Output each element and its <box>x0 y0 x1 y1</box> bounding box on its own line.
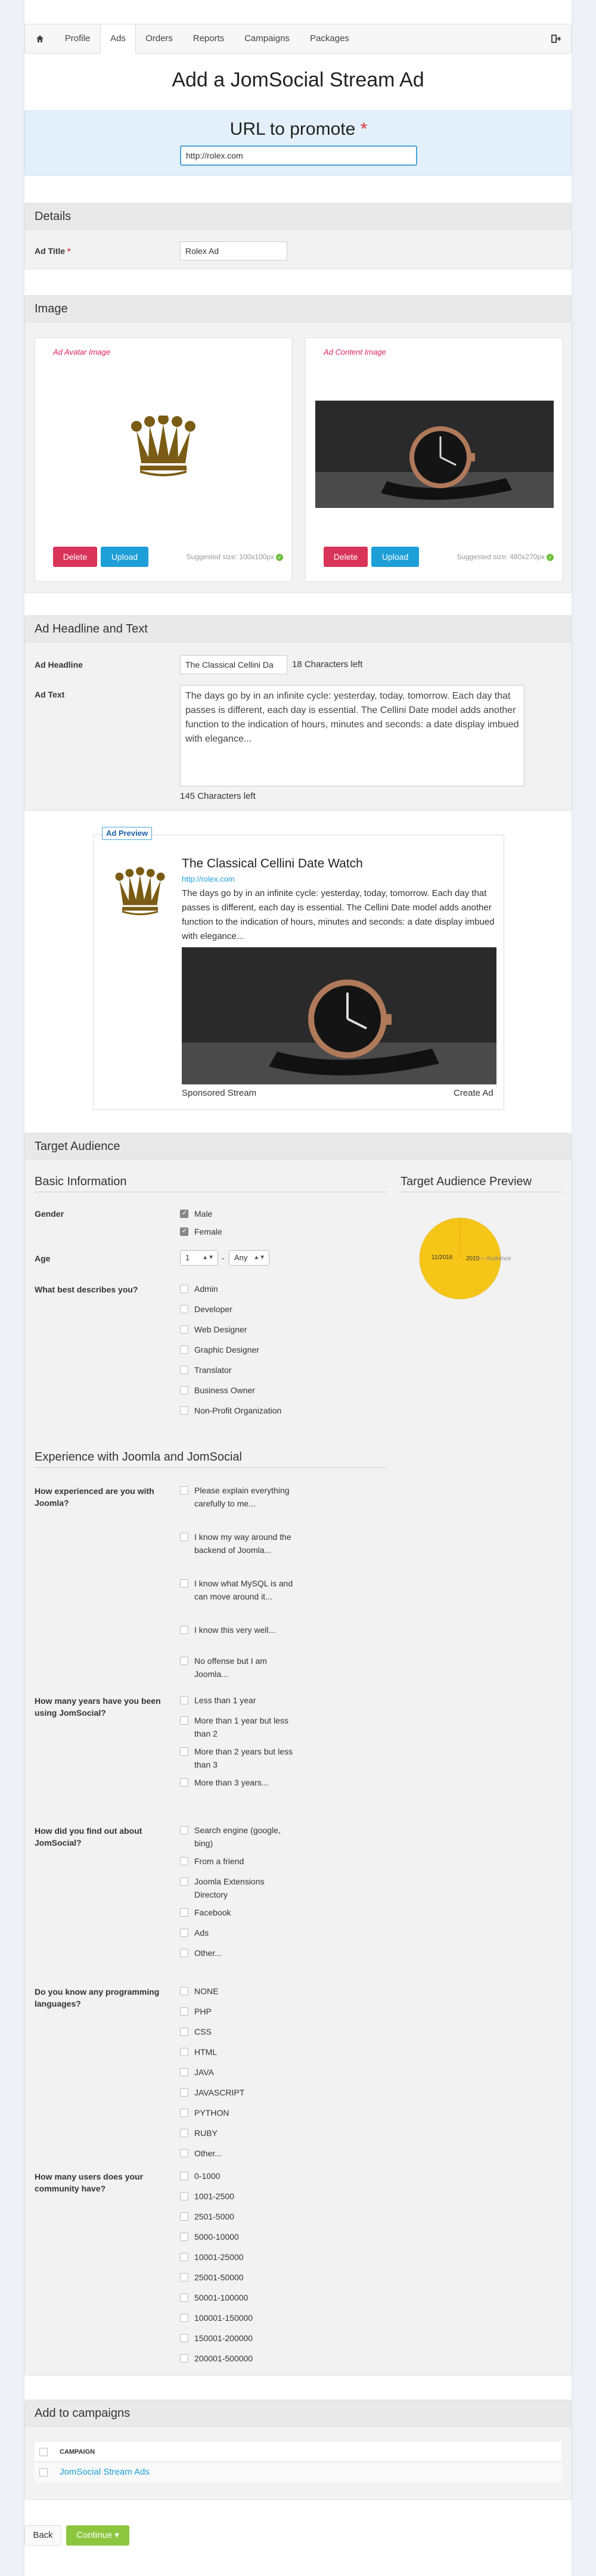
years-using-option: More than 2 years but less than 3 <box>194 1747 293 1769</box>
found-out-option: Search engine (google, bing) <box>194 1825 281 1848</box>
community-size-option: 2501-5000 <box>194 2212 234 2221</box>
ad-title-input[interactable] <box>180 241 287 261</box>
preview-crown-logo <box>110 864 170 923</box>
years-using-checkbox[interactable] <box>180 1747 188 1756</box>
joomla-experience-option: Please explain everything carefully to me... <box>194 1486 290 1508</box>
describe-option: Admin <box>194 1284 218 1294</box>
programming-language-option: PYTHON <box>194 2108 229 2118</box>
joomla-experience-checkbox[interactable] <box>180 1626 188 1634</box>
programming-language-option: RUBY <box>194 2128 218 2138</box>
nav-packages[interactable]: Packages <box>310 33 349 44</box>
pie-label-11-2016: 11/2016 <box>432 1254 453 1261</box>
joomla-experience-option: I know what MySQL is and can move around it... <box>194 1579 293 1601</box>
headline-panel <box>24 615 572 811</box>
gender-female-checkbox[interactable] <box>180 1227 188 1236</box>
q-users-label: How many users does your community have? <box>35 2172 144 2193</box>
avatar-image-card <box>35 337 292 582</box>
pie-legend: Audience <box>486 1256 511 1262</box>
joomla-experience-checkbox[interactable] <box>180 1533 188 1541</box>
ad-title-label: Ad Title * <box>35 246 71 256</box>
found-out-checkbox[interactable] <box>180 1877 188 1886</box>
programming-language-option: Other... <box>194 2149 222 2158</box>
experience-title: Experience with Joomla and JomSocial <box>35 1450 242 1464</box>
content-image-title: Ad Content Image <box>324 348 386 357</box>
gender-male-checkbox[interactable] <box>180 1210 188 1218</box>
community-size-checkbox[interactable] <box>180 2314 188 2322</box>
avatar-upload-button[interactable]: Upload <box>101 547 148 567</box>
found-out-checkbox[interactable] <box>180 1908 188 1917</box>
programming-language-option: JAVA <box>194 2067 214 2077</box>
target-panel <box>24 1133 572 2376</box>
programming-language-checkbox[interactable] <box>180 2007 188 2016</box>
campaign-header-row <box>35 2442 561 2462</box>
headline-counter: 18 Characters left <box>292 659 363 669</box>
audience-pie-chart <box>401 1199 567 1306</box>
found-out-checkbox[interactable] <box>180 1857 188 1865</box>
top-nav <box>24 24 572 54</box>
content-suggested-size: Suggested size: 480x270px ✓ <box>457 553 554 561</box>
content-delete-button[interactable]: Delete <box>324 547 368 567</box>
found-out-option: From a friend <box>194 1856 244 1866</box>
programming-language-checkbox[interactable] <box>180 1987 188 1995</box>
headline-heading: Ad Headline and Text <box>25 616 571 642</box>
programming-language-checkbox[interactable] <box>180 2149 188 2157</box>
avatar-suggested-size: Suggested size: 100x100px ✓ <box>187 553 283 561</box>
url-section <box>24 110 572 176</box>
years-using-option: More than 3 years... <box>194 1778 269 1787</box>
gender-female-label: Female <box>194 1227 222 1236</box>
found-out-option: Other... <box>194 1948 222 1958</box>
describe-option: Graphic Designer <box>194 1345 259 1354</box>
found-out-option: Facebook <box>194 1908 231 1917</box>
check-icon: ✓ <box>547 554 554 561</box>
age-to-select[interactable]: Any ▲▼ <box>229 1250 269 1266</box>
q-joomla-label: How experienced are you with Joomla? <box>35 1486 154 1508</box>
details-panel <box>24 203 572 269</box>
select-all-checkbox[interactable] <box>39 2448 48 2456</box>
found-out-checkbox[interactable] <box>180 1949 188 1957</box>
years-using-checkbox[interactable] <box>180 1696 188 1704</box>
campaign-column-header: CAMPAIGN <box>60 2448 95 2456</box>
audience-preview-title: Target Audience Preview <box>401 1175 532 1188</box>
basic-info-title: Basic Information <box>35 1175 127 1188</box>
describe-label: What best describes you? <box>35 1285 138 1294</box>
updown-icon: ▲▼ <box>202 1254 214 1261</box>
describe-option: Developer <box>194 1304 232 1314</box>
campaigns-panel <box>24 2400 572 2500</box>
preview-body: The days go by in an infinite cycle: yesterday, today, tomorrow. Each day that passes is different, each day is essential. The Cellini Date model adds another function to the indication of hours, minutes and seconds: a date display imbued with elegance... <box>182 888 495 941</box>
campaign-row-checkbox[interactable] <box>39 2468 48 2476</box>
community-size-checkbox[interactable] <box>180 2354 188 2363</box>
content-image-card <box>305 337 563 582</box>
programming-language-option: CSS <box>194 2027 212 2036</box>
content-upload-button[interactable]: Upload <box>371 547 419 567</box>
image-heading: Image <box>25 296 571 322</box>
years-using-checkbox[interactable] <box>180 1778 188 1787</box>
q-found-label: How did you find out about JomSocial? <box>35 1826 142 1847</box>
describe-option: Web Designer <box>194 1325 247 1334</box>
years-using-option: More than 1 year but less than 2 <box>194 1716 288 1738</box>
campaign-row-link[interactable]: JomSocial Stream Ads <box>60 2467 150 2477</box>
describe-checkbox[interactable] <box>180 1346 188 1354</box>
details-heading: Details <box>25 203 571 230</box>
programming-language-checkbox[interactable] <box>180 2088 188 2097</box>
nav-ads[interactable]: Ads <box>100 24 136 54</box>
describe-checkbox[interactable] <box>180 1285 188 1293</box>
updown-icon: ▲▼ <box>253 1254 265 1261</box>
describe-checkbox[interactable] <box>180 1325 188 1334</box>
programming-language-option: PHP <box>194 2007 212 2016</box>
avatar-image-title: Ad Avatar Image <box>53 348 111 357</box>
target-heading: Target Audience <box>25 1133 571 1160</box>
joomla-experience-checkbox[interactable] <box>180 1579 188 1588</box>
ad-text-textarea[interactable]: The days go by in an infinite cycle: yesterday, today, tomorrow. Each day that passes is different, each day is essential. The Cellini Date model adds another function to the indication of hours, minutes and seconds: a date display imbued with elegance... <box>180 685 524 786</box>
home-icon[interactable] <box>25 24 55 53</box>
age-from-select[interactable]: 1 ▲▼ <box>180 1250 218 1266</box>
main-container <box>24 0 572 2576</box>
years-using-checkbox[interactable] <box>180 1716 188 1725</box>
joomla-experience-checkbox[interactable] <box>180 1486 188 1495</box>
preview-watch-photo <box>182 947 496 1084</box>
gender-label: Gender <box>35 1209 64 1219</box>
community-size-checkbox[interactable] <box>180 2172 188 2180</box>
community-size-checkbox[interactable] <box>180 2212 188 2221</box>
describe-option: Non-Profit Organization <box>194 1406 282 1415</box>
describe-checkbox[interactable] <box>180 1406 188 1415</box>
programming-language-checkbox[interactable] <box>180 2109 188 2117</box>
nav-reports[interactable]: Reports <box>193 33 225 44</box>
community-size-checkbox[interactable] <box>180 2253 188 2261</box>
describe-option: Translator <box>194 1365 232 1375</box>
url-input[interactable] <box>180 145 417 166</box>
text-counter: 145 Characters left <box>180 791 256 801</box>
logout-icon[interactable] <box>541 24 571 53</box>
community-size-option: 5000-10000 <box>194 2232 239 2242</box>
ad-preview-tag: Ad Preview <box>102 827 152 840</box>
community-size-option: 1001-2500 <box>194 2191 234 2201</box>
nav-orders[interactable]: Orders <box>145 33 173 44</box>
found-out-checkbox[interactable] <box>180 1826 188 1834</box>
preview-link[interactable]: http://rolex.com <box>182 875 235 884</box>
ad-text-label: Ad Text <box>35 690 65 699</box>
community-size-option: 0-1000 <box>194 2171 221 2181</box>
continue-button[interactable]: Continue ▾ <box>66 2525 129 2546</box>
found-out-option: Joomla Extensions Directory <box>194 1877 265 1899</box>
years-using-option: Less than 1 year <box>194 1695 256 1705</box>
programming-language-option: NONE <box>194 1986 219 1996</box>
joomla-experience-option: I know my way around the backend of Joomla... <box>194 1532 291 1555</box>
ad-headline-input[interactable] <box>180 655 287 674</box>
age-separator: - <box>222 1253 225 1263</box>
community-size-option: 10001-25000 <box>194 2252 244 2262</box>
gender-male-label: Male <box>194 1209 213 1219</box>
rolex-crown-logo <box>125 416 202 481</box>
community-size-option: 50001-100000 <box>194 2293 249 2302</box>
caret-down-icon: ▾ <box>114 2530 119 2540</box>
programming-language-checkbox[interactable] <box>180 2048 188 2056</box>
describe-checkbox[interactable] <box>180 1366 188 1374</box>
community-size-checkbox[interactable] <box>180 2273 188 2281</box>
community-size-option: 100001-150000 <box>194 2313 253 2323</box>
age-label: Age <box>35 1254 51 1263</box>
nav-campaigns[interactable]: Campaigns <box>244 33 290 44</box>
community-size-checkbox[interactable] <box>180 2334 188 2342</box>
community-size-checkbox[interactable] <box>180 2233 188 2241</box>
check-icon: ✓ <box>276 554 283 561</box>
community-size-option: 150001-200000 <box>194 2333 253 2343</box>
q-lang-label: Do you know any programming languages? <box>35 1987 160 2008</box>
found-out-option: Ads <box>194 1928 209 1938</box>
community-size-checkbox[interactable] <box>180 2192 188 2200</box>
programming-language-option: HTML <box>194 2047 218 2057</box>
nav-profile[interactable]: Profile <box>64 33 91 44</box>
preview-create-ad-link[interactable]: Create Ad <box>454 1088 493 1098</box>
pie-label-2019: 2019 <box>466 1256 480 1262</box>
back-button[interactable]: Back <box>24 2525 61 2546</box>
joomla-experience-option: I know this very well... <box>194 1625 276 1635</box>
community-size-checkbox[interactable] <box>180 2293 188 2302</box>
community-size-option: 200001-500000 <box>194 2354 253 2363</box>
community-size-option: 25001-50000 <box>194 2273 244 2282</box>
watch-photo <box>315 401 554 508</box>
image-panel <box>24 295 572 593</box>
url-title: URL to promote * <box>229 119 368 139</box>
describe-checkbox[interactable] <box>180 1386 188 1394</box>
programming-language-checkbox[interactable] <box>180 2068 188 2076</box>
joomla-experience-checkbox[interactable] <box>180 1657 188 1665</box>
found-out-checkbox[interactable] <box>180 1929 188 1937</box>
preview-sponsored: Sponsored Stream <box>182 1088 257 1098</box>
page-title: Add a JomSocial Stream Ad <box>172 69 424 91</box>
table-row <box>35 2462 561 2482</box>
joomla-experience-option: No offense but I am Joomla... <box>194 1656 267 1679</box>
programming-language-checkbox[interactable] <box>180 2028 188 2036</box>
describe-option: Business Owner <box>194 1385 255 1395</box>
campaigns-heading: Add to campaigns <box>25 2400 571 2426</box>
describe-checkbox[interactable] <box>180 1305 188 1313</box>
avatar-delete-button[interactable]: Delete <box>53 547 97 567</box>
ad-headline-label: Ad Headline <box>35 660 83 669</box>
preview-title: The Classical Cellini Date Watch <box>182 857 363 870</box>
ad-preview-card <box>93 835 504 1110</box>
q-years-label: How many years have you been using JomSocial? <box>35 1696 161 1718</box>
programming-language-option: JAVASCRIPT <box>194 2088 245 2097</box>
programming-language-checkbox[interactable] <box>180 2129 188 2137</box>
